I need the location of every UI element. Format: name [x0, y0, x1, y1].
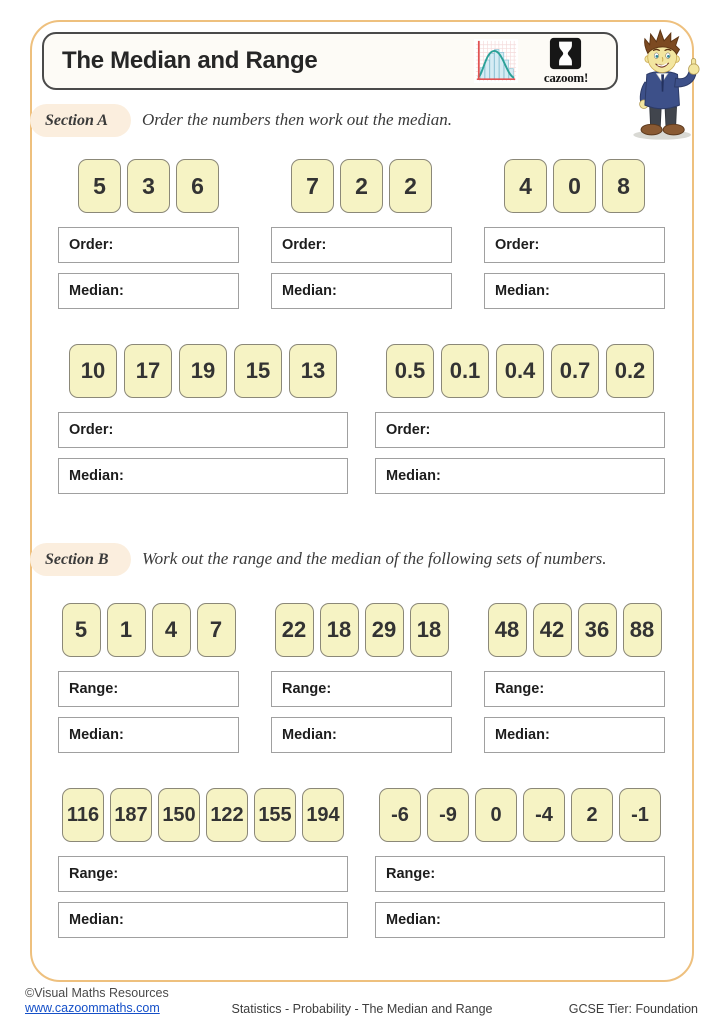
order-label: Order:: [386, 422, 431, 438]
worksheet-header: [42, 32, 618, 90]
footer-tier-label: GCSE Tier: Foundation: [568, 1002, 698, 1016]
section-b-instruction: Work out the range and the median of the following sets of numbers.: [142, 549, 607, 568]
range-label: Range:: [495, 681, 545, 697]
range-answer-box[interactable]: [58, 856, 348, 892]
median-label: Median:: [495, 727, 550, 743]
order-label: Order:: [69, 237, 114, 253]
card-group: [375, 344, 665, 504]
number-cards: [484, 159, 665, 213]
number-cards: [375, 344, 665, 398]
footer-website-link[interactable]: www.cazoommaths.com: [25, 1001, 160, 1015]
median-answer-box[interactable]: [58, 458, 348, 494]
section-b-row-1: [58, 603, 665, 763]
section-b-row-2: [58, 788, 665, 948]
number-card: 150: [158, 788, 200, 842]
number-card: 13: [289, 344, 337, 398]
number-card: 7: [291, 159, 334, 213]
number-card: 17: [124, 344, 172, 398]
median-label: Median:: [386, 468, 441, 484]
section-b-label-text: Section B: [45, 550, 109, 568]
median-label: Median:: [282, 283, 337, 299]
number-cards: [58, 788, 348, 842]
number-card: 6: [176, 159, 219, 213]
number-card: 3: [127, 159, 170, 213]
number-card: -6: [379, 788, 421, 842]
number-card: 88: [623, 603, 662, 657]
page-title: The Median and Range: [62, 47, 318, 74]
order-answer-box[interactable]: [484, 227, 665, 263]
number-card: -4: [523, 788, 565, 842]
number-card: 155: [254, 788, 296, 842]
card-group: [58, 159, 239, 319]
card-group: [271, 159, 452, 319]
number-cards: [58, 344, 348, 398]
number-card: 2: [389, 159, 432, 213]
number-card: 18: [320, 603, 359, 657]
median-label: Median:: [282, 727, 337, 743]
card-group: [58, 344, 348, 504]
number-card: 2: [571, 788, 613, 842]
order-answer-box[interactable]: [271, 227, 452, 263]
range-label: Range:: [282, 681, 332, 697]
order-label: Order:: [69, 422, 114, 438]
number-card: 29: [365, 603, 404, 657]
section-a-row-1: [58, 159, 665, 319]
range-label: Range:: [69, 866, 119, 882]
median-answer-box[interactable]: [271, 717, 452, 753]
number-card: 36: [578, 603, 617, 657]
order-answer-box[interactable]: [58, 412, 348, 448]
median-label: Median:: [386, 912, 441, 928]
number-cards: [58, 603, 239, 657]
number-card: 5: [78, 159, 121, 213]
range-label: Range:: [386, 866, 436, 882]
number-card: 0.2: [606, 344, 654, 398]
median-answer-box[interactable]: [271, 273, 452, 309]
number-card: 187: [110, 788, 152, 842]
order-label: Order:: [282, 237, 327, 253]
number-cards: [375, 788, 665, 842]
card-group: [484, 159, 665, 319]
range-answer-box[interactable]: [271, 671, 452, 707]
section-b-label: [30, 543, 131, 576]
median-answer-box[interactable]: [58, 902, 348, 938]
number-card: 8: [602, 159, 645, 213]
mascot-character: [618, 24, 714, 144]
number-card: 4: [504, 159, 547, 213]
number-card: 22: [275, 603, 314, 657]
number-cards: [58, 159, 239, 213]
median-answer-box[interactable]: [58, 273, 239, 309]
number-card: 194: [302, 788, 344, 842]
cazoom-logo-text: cazoom!: [543, 69, 588, 85]
order-answer-box[interactable]: [58, 227, 239, 263]
number-card: 2: [340, 159, 383, 213]
number-card: 0.4: [496, 344, 544, 398]
number-card: 15: [234, 344, 282, 398]
card-group: [58, 603, 239, 763]
section-a-instruction: Order the numbers then work out the median.: [142, 110, 453, 129]
number-card: 10: [69, 344, 117, 398]
number-card: 7: [197, 603, 236, 657]
number-card: 0.1: [441, 344, 489, 398]
median-label: Median:: [495, 283, 550, 299]
number-cards: [484, 603, 665, 657]
cazoom-logo: [544, 37, 588, 86]
number-cards: [271, 603, 452, 657]
number-card: 1: [107, 603, 146, 657]
median-answer-box[interactable]: [58, 717, 239, 753]
section-a-label: [30, 104, 131, 137]
median-answer-box[interactable]: [375, 902, 665, 938]
footer-copyright: ©Visual Maths Resources: [25, 986, 169, 1000]
median-answer-box[interactable]: [375, 458, 665, 494]
bell-curve-chart-icon: [474, 39, 518, 83]
range-answer-box[interactable]: [484, 671, 665, 707]
number-card: -9: [427, 788, 469, 842]
median-answer-box[interactable]: [484, 273, 665, 309]
number-card: 48: [488, 603, 527, 657]
median-label: Median:: [69, 283, 124, 299]
number-card: 116: [62, 788, 104, 842]
number-card: 18: [410, 603, 449, 657]
number-card: 42: [533, 603, 572, 657]
number-card: 19: [179, 344, 227, 398]
median-label: Median:: [69, 468, 124, 484]
range-answer-box[interactable]: [58, 671, 239, 707]
footer-breadcrumb: Statistics - Probability - The Median and Range: [231, 1002, 493, 1016]
card-group: [375, 788, 665, 948]
cazoom-hourglass-logo-icon: [549, 37, 582, 70]
number-card: 0.5: [386, 344, 434, 398]
number-card: 0: [553, 159, 596, 213]
median-answer-box[interactable]: [484, 717, 665, 753]
section-a-row-2: [58, 344, 665, 504]
number-cards: [271, 159, 452, 213]
range-answer-box[interactable]: [375, 856, 665, 892]
card-group: [484, 603, 665, 763]
number-card: 122: [206, 788, 248, 842]
median-label: Median:: [69, 727, 124, 743]
page-border-frame: [30, 20, 694, 982]
order-label: Order:: [495, 237, 540, 253]
section-a-label-text: Section A: [45, 111, 108, 129]
order-answer-box[interactable]: [375, 412, 665, 448]
number-card: -1: [619, 788, 661, 842]
number-card: 5: [62, 603, 101, 657]
card-group: [58, 788, 348, 948]
range-label: Range:: [69, 681, 119, 697]
median-label: Median:: [69, 912, 124, 928]
number-card: 0: [475, 788, 517, 842]
number-card: 4: [152, 603, 191, 657]
number-card: 0.7: [551, 344, 599, 398]
card-group: [271, 603, 452, 763]
